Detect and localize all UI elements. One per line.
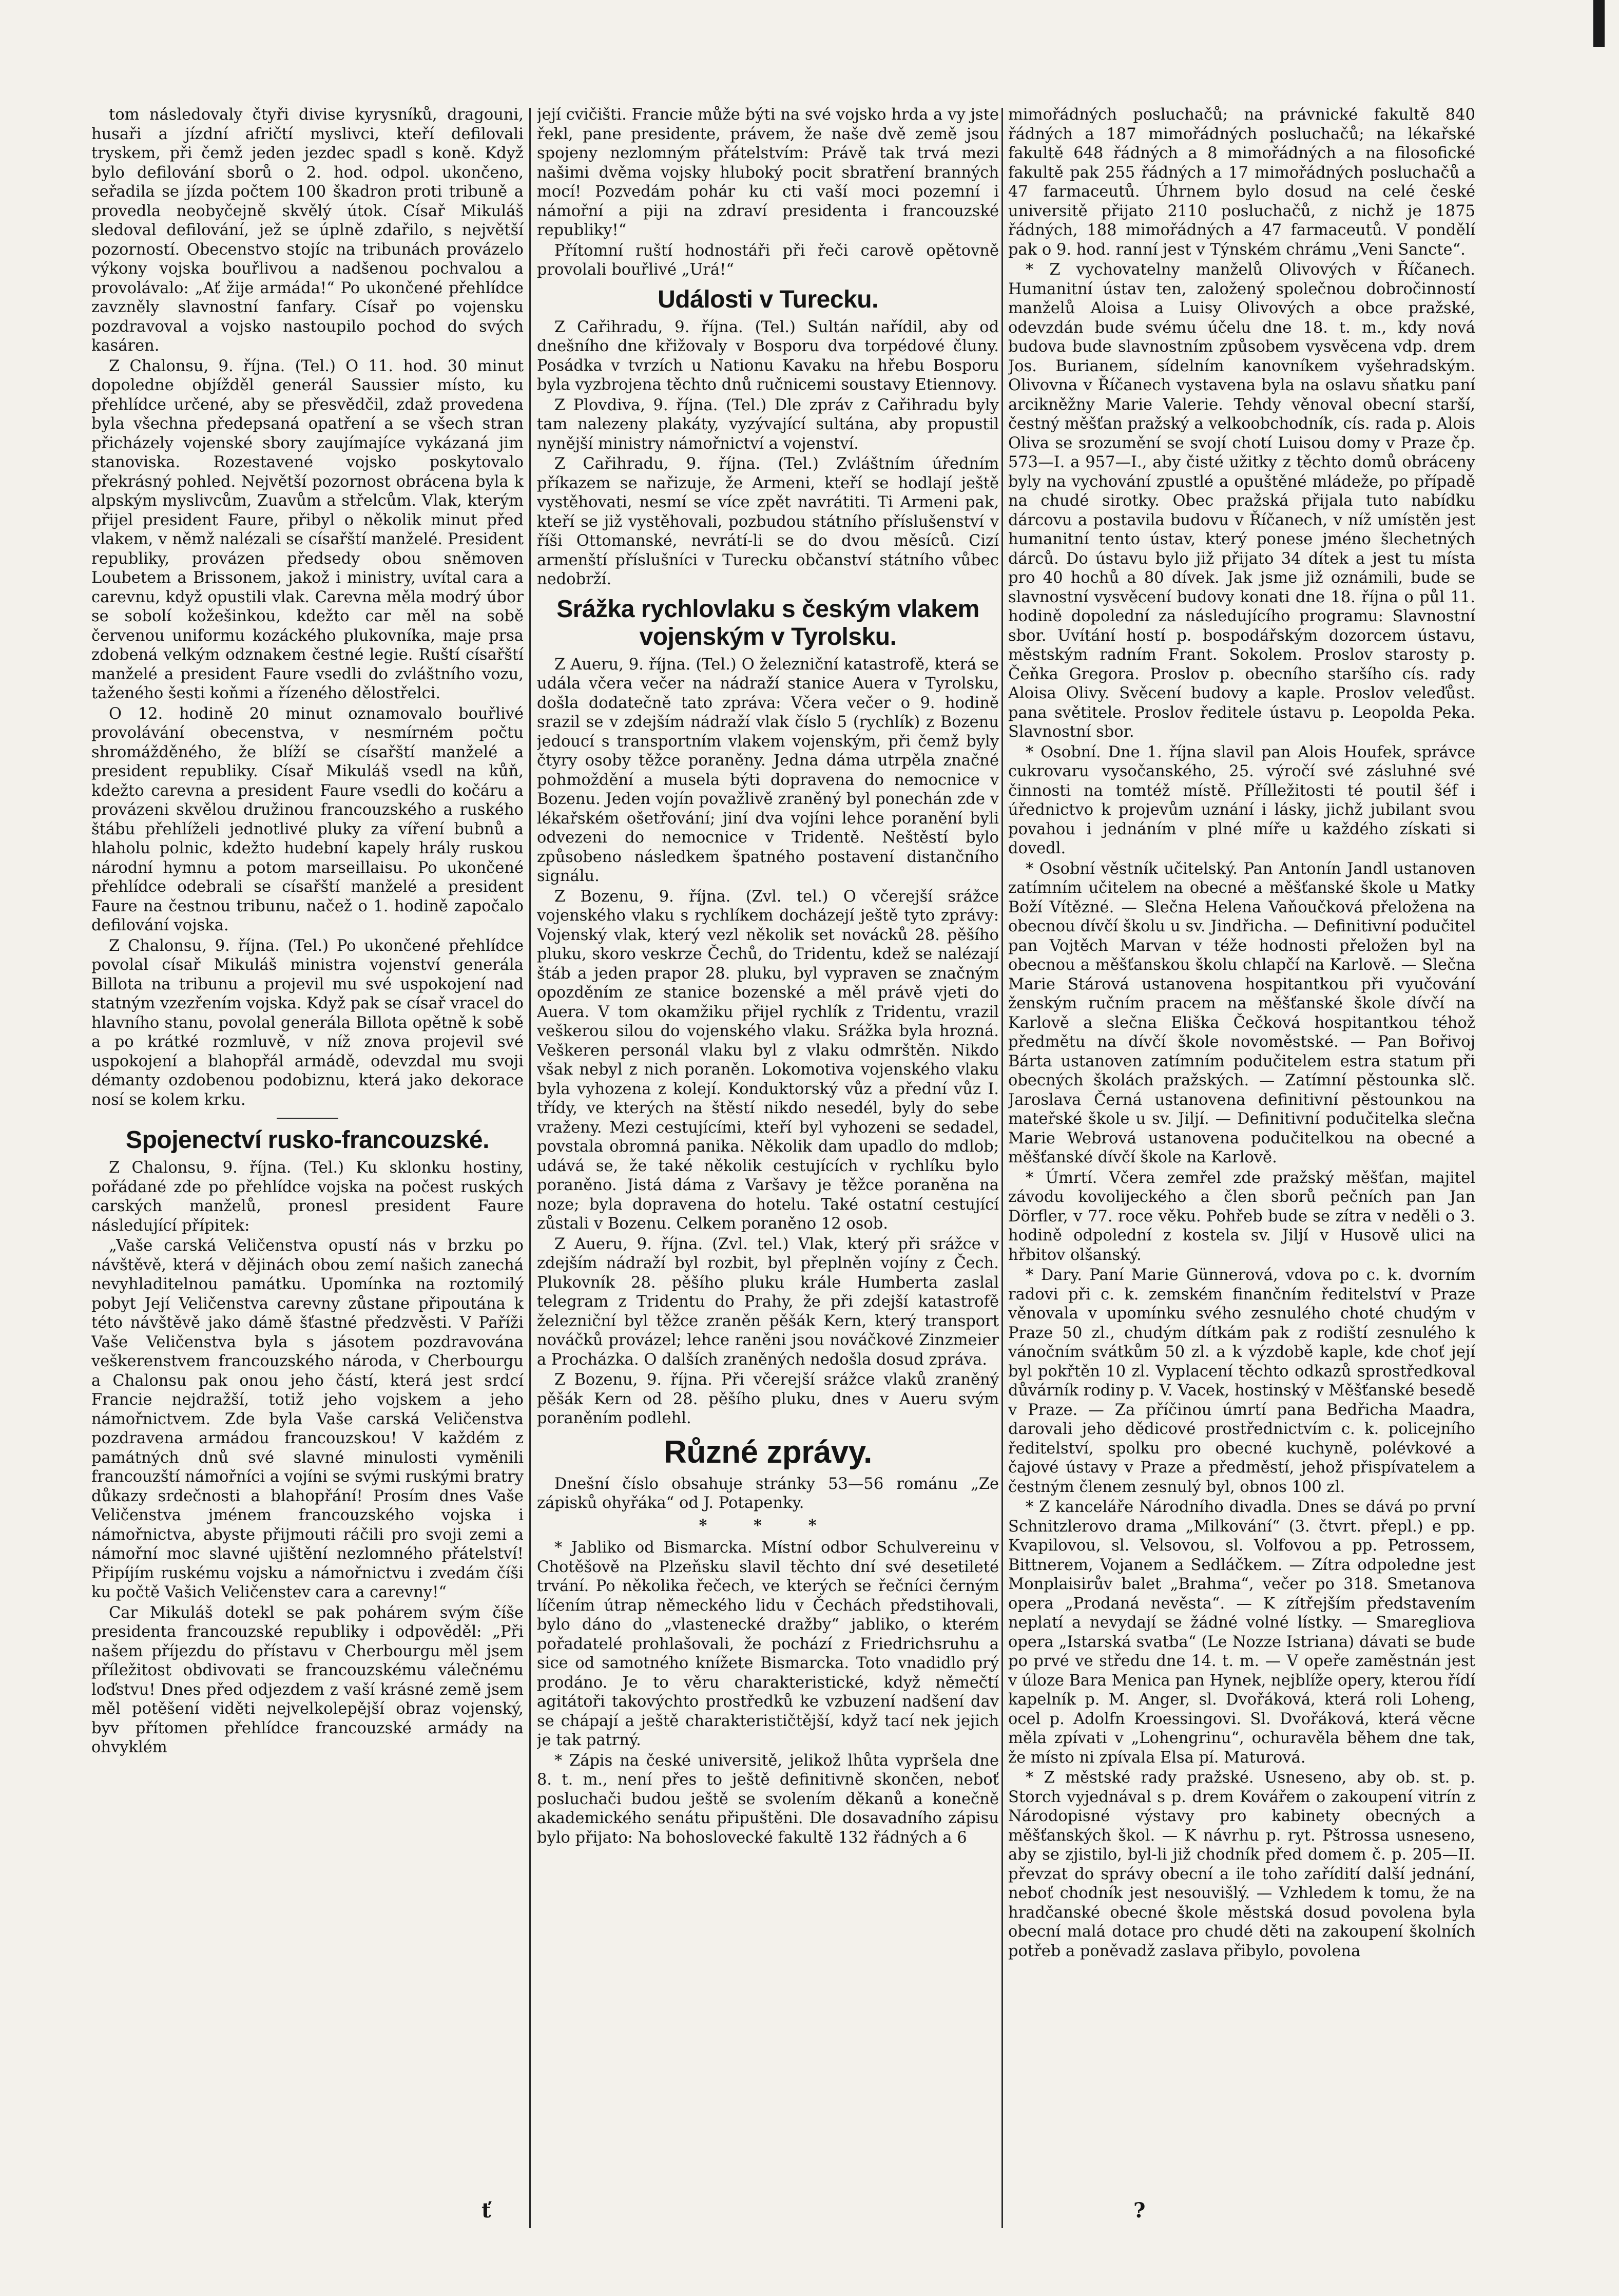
article-paragraph: její cvičišti. Francie může býti na své vojsko hrda a vy jste řekl, pane presidente, právem, že naše dvě země jsou spojeny nezlomným přátelstvím: Právě tak trvá mezi našimi dvěma vojsky hluboký pocit sbratření branných mocí! Pozvedám pohár ku cti vaší moci pozemní i námořní a piji na zdraví presidenta i francouzské republiky!“ bbox=[537, 106, 999, 239]
article-paragraph: * Z vychovatelny manželů Olivových v Říčanech. Humanitní ústav ten, založený společnou dobročinností manželů Aloisa a Luisy Olivových a obce pražské, odevzdán bude svému účelu dne 18. t. m., kdy nová budova bude slavnostním způsobem vysvěcena vdp. drem Jos. Burianem, sídelním kanovníkem vyšehradským. Olivovna v Říčanech vystavena byla na oslavu sňatku paní arcikněžny Marie Valerie. Tehdy věnoval obecní starší, čestný měšťan pražský a velkoobchodník, cís. rada p. Alois Oliva se srozumění se svojí chotí Luisou domy v Praze čp. 573—I. a 957—I., aby čisté užitky z těchto domů obráceny byly na vychování zpustlé a opuštěné mládeže, po případě na chudé sirotky. Obec pražská přijala tuto nabídku dárcovu a postavila budovu v Říčanech, v níž umístěn jest humanitní tento ústav, který ponese jméno šlechetných dárců. Do ústavu bylo již přijato 34 dítek a jest tu místa pro 40 hochů a 80 dívek. Jak jsme již oznámili, bude se slavnostní vysvěcení budovy konati dne 18. října o půl 11. hodině dopolední za následujícího programu: Slavnostní sbor. Uvítání hostí p. bospodářským dozorcem ústavu, městským radním Frant. Sokolem. Proslov starosty p. Čeňka Gregora. Proslov p. obecního staršího cís. rady Aloisa Olivy. Svěcení budovy a kaple. Proslov veleďůst. pana světitele. Proslov ředitele ústavu p. Leopolda Peka. Slavnostní sbor. bbox=[1008, 261, 1475, 741]
column-rule bbox=[529, 108, 531, 2228]
article-paragraph: mimořádných posluchačů; na právnické fakultě 840 řádných a 187 mimořádných posluchačů; na lékařské fakultě 648 řádných a 8 mimořádných a na filosofické fakultě pak 255 řádných a 17 mimořádných posluchačů a 47 farmaceutů. Úhrnem bylo dosud na celé české universitě přijato 2110 posluchačů, z nichž je 1875 řádných, 188 mimořádných a 47 farmaceutů. V pondělí pak o 9. hod. ranní jest v Týnském chrámu „Veni Sancte“. bbox=[1008, 106, 1475, 259]
article-paragraph: Z Cařihradu, 9. října. (Tel.) Sultán nařídil, aby od dnešního dne křižovaly v Bosporu dva torpédové čluny. Posádka v tvrzích u Nationu Kavaku na hřebu Bosporu byla vyzbrojena těchto dnů ručnicemi soustavy Etiennovy. bbox=[537, 318, 999, 394]
article-paragraph: Z Chalonsu, 9. října. (Tel.) O 11. hod. 30 minut dopoledne objížděl generál Saussier místo, ku přehlídce určené, aby se přesvědčil, zdaž provedena byla všechna předepsaná opatření a se všech stran přicházely vojenské sbory zaujímajíce vykázaná jim stanoviska. Rozestavené vojsko poskytovalo překrásný pohled. Největší pozornost obrácena byla k alpským myslivcům, Zuavům a střelcům. Vlak, kterým přijel president Faure, přibyl o několik minut před vlakem, v němž nalézali se císařští manželé. President republiky, provázen předsedy obou sněmoven Loubetem a Brissonem, jakož i ministry, uvítal cara a carevnu, když opustili vlak. Carevna měla modrý úbor se sobolí kožešinkou, kdežto car měl na sobě červenou uniformu kozáckého plukovníka, maje prsa zdobená velkým odznakem čestné legie. Ruští císařští manželé a president Faure vsedli do zvláštního vozu, taženého šesti koňmi a řízeného dělostřelci. bbox=[91, 357, 524, 702]
article-paragraph: * Dary. Paní Marie Günnerová, vdova po c. k. dvorním radovi při c. k. zemském finančním ředitelství v Praze věnovala v upomínku svého zesnulého choté chudým v Praze 50 zl., chudým dítkám pak z rodiští zesnulého k vánočním svátkům 50 zl. a k výzdobě kaple, kde choť její byl pokřtěn 10 zl. Vyplacení těchto odkazů sprostředkoval důvárník rodiny p. V. Vacek, hostinský v Měšťanské besedě v Praze. — Za příčinou úmrtí pana Bedřicha Maadra, darovali jeho dědicové prostřednictvím c. k. policejního ředitelství, spolku pro obecné kuchyně, polévkové a čajové ústavy v Praze a předměstí, jehož přispívatelem a čestným členem zesnulý byl, obnos 100 zl. bbox=[1008, 1266, 1475, 1496]
article-paragraph: Z Plovdiva, 9. října. (Tel.) Dle zpráv z Cařihradu byly tam nalezeny plakáty, vyzývající sultána, aby propustil nynější ministry námořnictví a vojenství. bbox=[537, 396, 999, 453]
article-paragraph: Z Chalonsu, 9. října. (Tel.) Po ukončené přehlídce povolal císař Mikuláš ministra vojenství generála Billota na tribunu a projevil mu své uspokojení nad statným vzezřením vojska. Když pak se císař vracel do hlavního stanu, povolal generála Billota opětně k sobě a po krátké rozmluvě, v níž znova projevil své uspokojení a blahopřál armádě, odevzdal mu svoji démanty ozdobenou podobiznu, která jako dekorace nosí se kolem krku. bbox=[91, 936, 524, 1109]
article-paragraph: Car Mikuláš dotekl se pak pohárem svým číše presidenta francouzské republiky i odpověděl: „Při našem příjezdu do přístavu v Cherbourgu měl jsem příležitost obdivovati se francouzskému válečnému loďstvu! Dnes před odjezdem z vaší krásné země jsem měl potěšení viděti nejvelkolepější obraz vojenský, byv přítomen přehlídce francouzské armády na ohvyklém bbox=[91, 1603, 524, 1756]
section-heading: Události v Turecku. bbox=[658, 285, 878, 313]
article-paragraph: Z Aueru, 9. října. (Tel.) O železniční katastrofě, která se udála včera večer na nádraží stanice Auera v Tyrolsku, došla dodatečně tato zpráva: Včera večer o 9. hodině srazil se v zdejším nádraží vlak číslo 5 (rychlík) z Bozenu jedoucí s transportním vlakem vojenským, při čemž byly čtyry osoby těžce poraněny. Jedna dáma utrpěla značné pohmoždění a musela býti dopravena do nemocnice v Bozenu. Jeden vojín považlivě zraněný byl ponechán zde v lékařském ošetřování; jiní dva vojíni lehce poranění byli odvezeni do nemocnice v Tridentě. Neštěstí bylo způsobeno následkem špatného postavení distančního signálu. bbox=[537, 655, 999, 885]
article-paragraph: * Úmrtí. Včera zemřel zde pražský měšťan, majitel závodu kovolijeckého a člen sborů pečních pan Jan Dörfler, v 77. roce věku. Pohřeb bude se zítra v neděli o 3. hodině odpolední z kostela sv. Jiljí v Husově ulici na hřbitov olšanský. bbox=[1008, 1169, 1475, 1264]
article-paragraph: * Z městské rady pražské. Usneseno, aby ob. st. p. Storch vyjednával s p. drem Kovářem o zakoupení vitrín z Národopisné výstavy pro kabinety obecných a měšťanských škol. — K návrhu p. ryt. Pštrossa usneseno, aby se zjistilo, byl-li již chodník před domem č. p. 205—II. převzat do správy obecní a ile toho zařídití další jednání, neboť chodník jest nesouvišlý. — Vzhledem k tomu, že na hradčanské obecné škole městská dosud povolena byla obecní malá dotace pro chudé děti na zakoupení školních potřeb a poněvadž zaslava přibylo, povolena bbox=[1008, 1769, 1475, 1960]
article-paragraph: O 12. hodině 20 minut oznamovalo bouřlivé provolávání obecenstva, v nesmírném počtu shromážděného, že blíží se císařští manželé a president republiky. Císař Mikuláš vsedl na kůň, kdežto carevna a president Faure vsedli do kočáru a provázeni skvělou družinou francouzského a ruského štábu přehlíželi jednotlivé pluky za víření bubnů a hlaholu polnic, kdežto hudební kapely hrály ruskou národní hymnu a potom marseillaisu. Po ukončené přehlídce odebrali se císařští manželé a president Faure na čestnou tribunu, načež o 1. hodině započalo defilování vojska. bbox=[91, 704, 524, 934]
star-separator: * * * bbox=[699, 1516, 837, 1535]
footer-mark: ť bbox=[481, 2198, 491, 2223]
column-left bbox=[91, 105, 524, 2251]
article-paragraph: tom následovaly čtyři divise kyrysníků, dragouni, husaři a jízdní afričtí myslivci, kteří defilovali tryskem, při čemž jeden jezdec spadl s koně. Když bylo defilování sborů o 2. hod. odpol. ukončeno, seřadila se jízda počtem 100 škadron proti tribuně a provedla neobyčejně skvělý útok. Císař Mikuláš sledoval defilování, jež se úplně zdařilo, s největší pozorností. Obecenstvo stojíc na tribunách provázelo výkony vojska bouřlivou a nadšenou pochvalou a provolávalo: „Ať žije armáda!“ Po ukončené přehlídce zavzněly slavnostní fanfary. Císař po vojensku pozdravoval a vojsko nastoupilo pochod do svých kasáren. bbox=[91, 106, 524, 355]
article-paragraph: Z Chalonsu, 9. října. (Tel.) Ku sklonku hostiny, pořádané zde po přehlídce vojska na počest ruských carských manželů, pronesl president Faure následující přípitek: bbox=[91, 1159, 524, 1235]
article-paragraph: Přítomní ruští hodnostáři při řeči carově opětovně provolali bouřlivé „Urá!“ bbox=[537, 241, 999, 279]
article-paragraph: * Jabliko od Bismarcka. Místní odbor Schulvereinu v Chotěšově na Plzeňsku slavil těchto dní své desetileté trvání. Po několika řečech, ve kterých se řečníci černým líčením útrap německého lidu v Čechách předstihovali, bylo dáno do „vlastenecké dražby“ jabliko, o kterém pořadatelé prohlašovali, že pochází z Friedrichsruhu a sice od samotného knížete Bismarcka. Toto vnadidlo prý prodáno. Je to věru charakteristické, když němečtí agitátoři takovýchto prostředků ke vzbuzení nadšení dav se chápají a ještě charakterističtější, když tací nek jejich je tak patrný. bbox=[537, 1539, 999, 1749]
separator-line bbox=[277, 1118, 338, 1119]
article-paragraph: Z Bozenu, 9. října. (Zvl. tel.) O včerejší srážce vojenského vlaku s rychlíkem docházejí ještě tyto zprávy: Vojenský vlak, který vezl několik set novácků 28. pěšího pluku, skoro veskrze Čechů, do Tridentu, kdež se nalézají štáb a jeden prapor 28. pluku, byl vypraven se značným opozděním ze stanice bozenské a měl právě vjeti do Auera. V tom okamžiku přijel rychlík z Tridentu, vrazil veškerou silou do vojenského vlaku. Srážka byla hrozná. Veškeren personál vlaku byl z vlaku odmrštěn. Nikdo však nebyl z nich poraněn. Lokomotiva vojenského vlaku byla vyhozena z kolejí. Konduktorský vůz a přední vůz I. třídy, ve kterých na štěstí nikdo nesedél, byly do sebe vraženy. Mezi cestujícími, kteří byl vyhozeni se sedadel, povstala obromná panika. Několik dam upadlo do mdlob; udává se, že také několik cestujících v rychlíku bylo poraněno. Jistá dáma z Varšavy je těžce poraněna na noze; byla dopravena do hotelu. Také ostatní cestující zůstali v Bozenu. Celkem poraněno 12 osob. bbox=[537, 887, 999, 1233]
article-paragraph: „Vaše carská Veličenstva opustí nás v brzku po návštěvě, která v dějinách obou zemí našich zanechá nevyhladitelnou památku. Upomínka na roztomilý pobyt Její Veličenstva carevny zůstane připoutána k této návštěvě jako dámě šťastné předzvěsti. V Paříži Vaše Veličenstva byla s jásotem pozdravována veškerenstvem francouzského národa, v Cherbourgu a Chalonsu pak onou jeho částí, která jest srdcí Francie nejdražší, totiž jeho vojskem a jeho námořnictvem. Zde byla Vaše carská Veličenstva pozdravena armádou francouzskou! V každém z památných dnů své slavné minulosti vyměnili francouzští námořníci a vojíni se svými ruskými bratry důkazy srdečnosti a blahopřání! Prosím dnes Vaše Veličenstva jménem francouzského vojska i námořnictva, abyste přijmouti ráčili pro svoji zemi a námořní moc slavné ujištění nezlomného přátelství! Připíjím ruskému vojsku a námořnictvu i zvedám číši ku počtě Vašich Veličenstev cara a carevny!“ bbox=[91, 1237, 524, 1601]
article-paragraph: Dnešní číslo obsahuje stránky 53—56 románu „Ze zápisků ohyřáka“ od J. Potapenky. bbox=[537, 1475, 999, 1512]
article-paragraph: Z Bozenu, 9. října. Při včerejší srážce vlaků zraněný pěšák Kern od 28. pěšího pluku, dnes v Aueru svým poraněním podlehl. bbox=[537, 1371, 999, 1427]
column-middle bbox=[537, 105, 999, 2251]
article-paragraph: * Z kanceláře Národního divadla. Dnes se dává po první Schnitzlerovo drama „Milkování“ (3. čtvrt. přepl.) e pp. Kvapilovou, sl. Velsovou, sl. Volfovou a pp. Petrossem, Bittnerem, Vojanem a Sedláčkem. — Zítra odpoledne jest Monplaisirův balet „Brahma“, večer po 318. Smetanova opera „Prodaná nevěsta“. — K zítřejším představením neplatí a nevydají se žádné volné lístky. — Smaregliova opera „Istarská svatba“ (Le Nozze Istriana) dávati se bude po prvé ve středu dne 14. t. m. — V opeře zaměstnán jest v úloze Bara Menica pan Hynek, nejblíže opery, kterou řídí kapelník p. M. Anger, sl. Dvořáková, která roli Loheng, ocel p. Adolfn Kroessingovi. Sl. Dvořáková, která věcne měla zpívati v „Lohengrinu“, ochuravěla během dne tak, že místo ni zpívala Elsa pí. Maturová. bbox=[1008, 1498, 1475, 1767]
section-heading: Různé zprávy. bbox=[664, 1434, 872, 1470]
section-heading: Srážka rychlovlaku s českým vlakem vojenským v Tyrolsku. bbox=[556, 595, 979, 650]
edge-mark bbox=[1593, 0, 1605, 47]
article-paragraph: * Osobní. Dne 1. října slavil pan Alois Houfek, správce cukrovaru vysočanského, 25. výročí své zásluhné své činnosti na tomtéž místě. Přílležitosti té poutil šéf i úřednictvo k projevům uznání i lásky, jichž jubilant svou povahou i jednáním v plné míře u každého získati si dovedl. bbox=[1008, 743, 1475, 857]
column-rule bbox=[1001, 108, 1003, 2228]
article-paragraph: * Zápis na české universitě, jelikož lhůta vypršela dne 8. t. m., není přes to ještě definitivně skončen, neboť posluchači budou ještě se svolením děkanů a konečně akademického senátu připuštěni. Dle dosavadního zápisu bylo přijato: Na bohoslovecké fakultě 132 řádných a 6 bbox=[537, 1751, 999, 1847]
article-paragraph: Z Aueru, 9. října. (Zvl. tel.) Vlak, který při srážce v zdejším nádraží byl rozbit, byl přeplněn vojíny z Čech. Plukovník 28. pěšího pluku krále Humberta zaslal telegram z Tridentu do Prahy, že při zdejší katastrofě železniční byl těžce zraněn pěšák Kern, který transport nováčků provázel; lehce raněni jsou nováčkové Zinzmeier a Procházka. O dalších zraněných nedošla dosud zpráva. bbox=[537, 1235, 999, 1369]
article-paragraph: Z Cařihradu, 9. října. (Tel.) Zvláštním úředním příkazem se nařizuje, že Armeni, kteří se hodlají ještě vystěhovati, nesmí se více zpět navrátiti. Ti Armeni pak, kteří se již vystěhovali, pozbudou státního příslušenství v říši Ottomanské, nevrátí-li se do dvou měsíců. Cizí armenští příslušníci v Turecku občanství státního vůbec nedobrží. bbox=[537, 455, 999, 588]
footer-mark: ? bbox=[1133, 2198, 1146, 2223]
article-paragraph: * Osobní věstník učitelský. Pan Antonín Jandl ustanoven zatímním učitelem na obecné a měšťanské škole u Matky Boží Vítězné. — Slečna Helena Vaňoučková přeložena na obecnou dívčí školu u sv. Jindřicha. — Definitivní podučitel pan Vojtěch Marvan v téže hodnosti přeložen byl na obecnou a měšťanskou školu chlapčí na Karlově. — Slečna Marie Stárová ustanovena hospitantkou při vyučování ženským ručním pracem na měšťanské škole dívčí na Karlově a slečna Eliška Čečková hospitantkou téhož předmětu na dívčí škole novoměstské. — Pan Bořivoj Bárta ustanoven zatímním podučitelem estra statum při obecných školách pražských. — Zatímní pěstounka slč. Jaroslava Černá ustanovena definitivní pěstounkou na mateřské škole u sv. Jiljí. — Definitivní podučitelka slečna Marie Webrová ustanovena podučitelkou na obecné a měšťanské dívčí škole na Karlově. bbox=[1008, 859, 1475, 1166]
section-heading: Spojenectví rusko-francouzské. bbox=[126, 1126, 489, 1154]
column-right bbox=[1008, 105, 1475, 2251]
